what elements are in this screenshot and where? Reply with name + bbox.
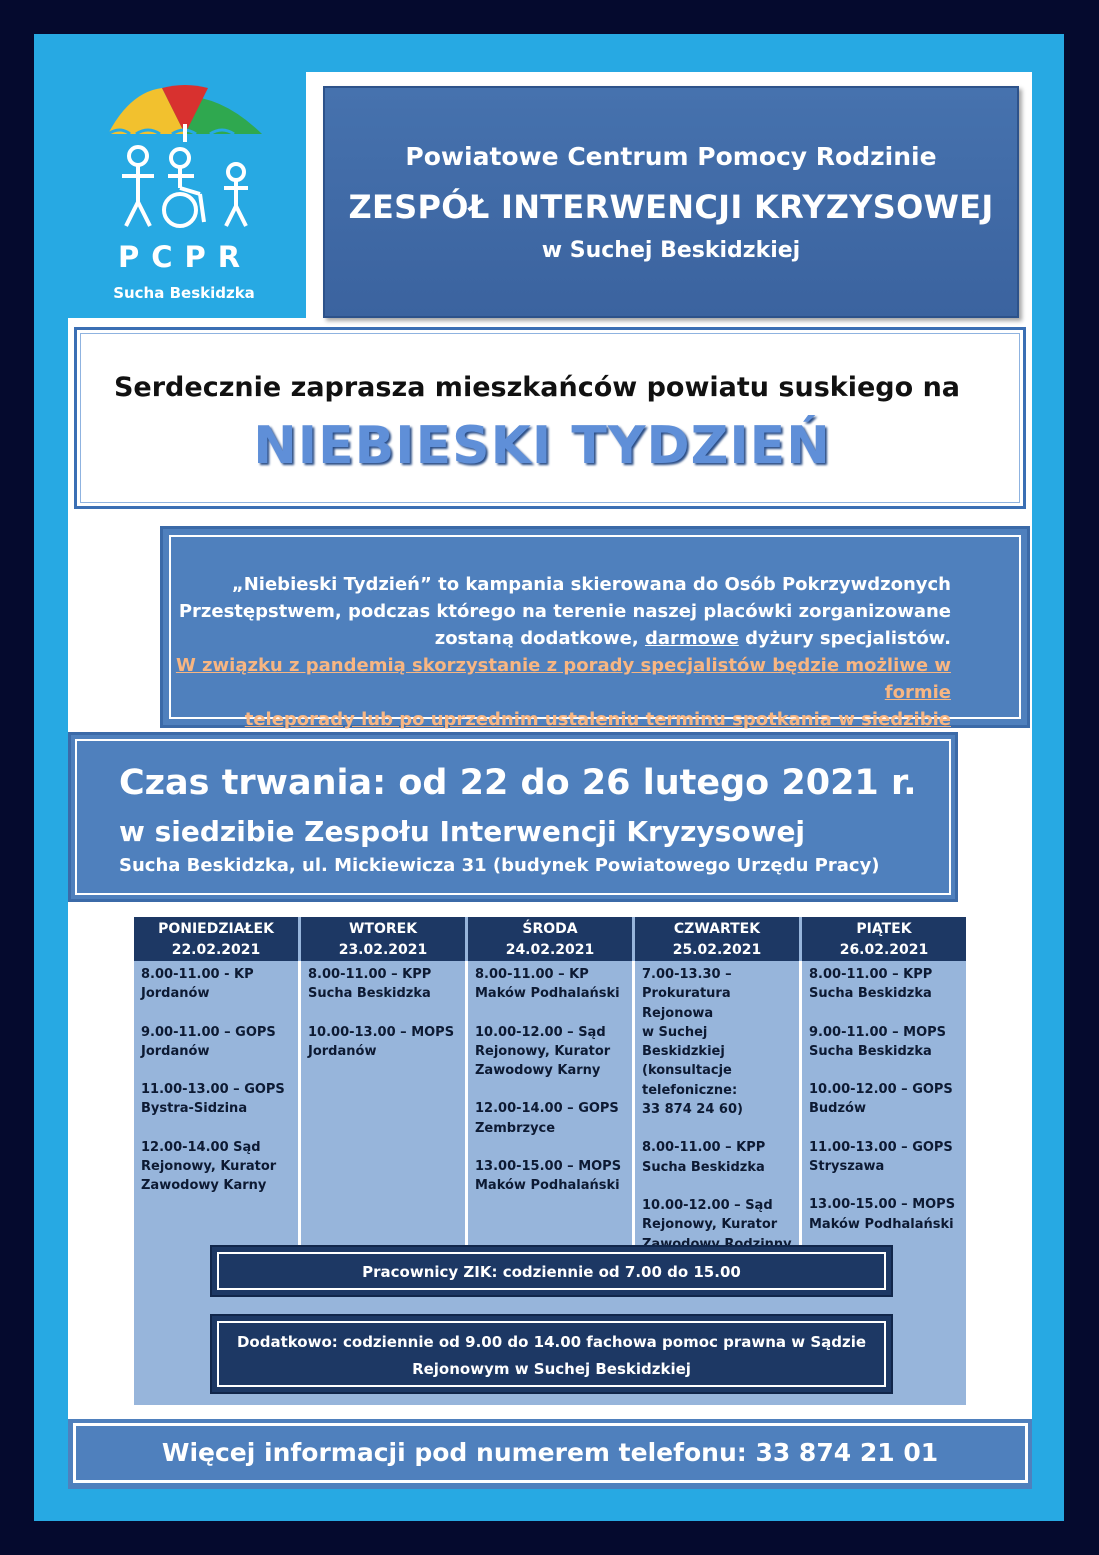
schedule-slot: 10.00-13.00 – MOPS Jordanów [308, 1024, 455, 1059]
day-name: CZWARTEK [673, 921, 761, 937]
schedule-slot: 7.00-13.30 – Prokuratura Rejonowa w Suchej Beskidzkiej (konsultacje telefoniczne: 33 874 24 60) [642, 967, 743, 1118]
staff-hours-bar [210, 1245, 893, 1297]
schedule-slot: 11.00-13.00 – GOPS Bystra-Sidzina [141, 1082, 285, 1117]
schedule-slot: 12.00-14.00 Sąd Rejonowy, Kurator Zawodowy Karny [141, 1139, 277, 1194]
organization-name: Powiatowe Centrum Pomocy Rodzinie [405, 142, 937, 171]
legal-help-bar [210, 1314, 893, 1394]
day-name: PIĄTEK [856, 921, 912, 937]
day-slots [301, 961, 465, 1061]
campaign-line-3 [161, 625, 951, 652]
schedule-slot: 8.00-11.00 – KPP Sucha Beskidzka [642, 1140, 766, 1175]
event-title: NIEBIESKI TYDZIEŃ [253, 416, 831, 476]
day-slots [468, 961, 632, 1196]
day-column-wednesday [468, 917, 632, 1247]
team-name: ZESPÓŁ INTERWENCJI KRYZYSOWEJ [348, 188, 994, 226]
schedule-slot: 10.00-12.00 – Sąd Rejonowy, Kurator [642, 1197, 778, 1233]
pandemic-notice-line-1: W związku z pandemią skorzystanie z porady specjalistów będzie możliwe w formie [175, 655, 951, 703]
day-name: ŚRODA [522, 921, 578, 937]
campaign-line-3-start: zostaną dodatkowe, [434, 628, 645, 649]
event-venue: w siedzibie Zespołu Interwencji Kryzysowej [119, 815, 806, 848]
schedule-slot: 11.00-13.00 – GOPS Stryszawa [809, 1139, 953, 1175]
day-slots [635, 961, 799, 1254]
invitation-text: Serdecznie zaprasza mieszkańców powiatu suskiego na [113, 372, 961, 403]
schedule-slot: 10.00-12.00 – GOPS Budzów [809, 1082, 953, 1117]
day-column-thursday [635, 917, 799, 1247]
event-address: Sucha Beskidzka, ul. Mickiewicza 31 (budynek Powiatowego Urzędu Pracy) [119, 855, 880, 876]
day-header [134, 917, 298, 961]
day-date: 25.02.2021 [672, 942, 762, 958]
schedule-slot: 9.00-11.00 – MOPS Sucha Beskidzka [809, 1024, 947, 1059]
schedule-slot: 10.00-12.00 – Sąd Rejonowy, Kurator Zawodowy Karny [475, 1024, 611, 1079]
contact-footer [68, 1419, 1032, 1489]
day-column-friday [802, 917, 966, 1247]
contact-phone-text: Więcej informacji pod numerem telefonu: 33 874 21 01 [161, 1438, 939, 1467]
legal-help-line-1: Dodatkowo: codziennie od 9.00 do 14.00 fachowa pomoc prawna w Sądzie [236, 1333, 867, 1351]
logo-subtitle: Sucha Beskidzka [113, 284, 255, 302]
legal-help-line-2: Rejonowym w Suchej Beskidzkiej [412, 1360, 691, 1378]
event-details-panel [68, 732, 958, 902]
event-duration: Czas trwania: od 22 do 26 lutego 2021 r. [119, 763, 917, 803]
day-header [635, 917, 799, 961]
schedule-slot: 8.00-11.00 – KPP Sucha Beskidzka [308, 967, 432, 1002]
organization-header [323, 86, 1019, 318]
day-header [802, 917, 966, 961]
day-slots [802, 961, 966, 1234]
day-header [468, 917, 632, 961]
day-column-monday [134, 917, 298, 1247]
umbrella-family-logo-icon [100, 84, 270, 244]
schedule-slot: 9.00-11.00 – GOPS Jordanów [141, 1024, 276, 1059]
campaign-line-2: Przestępstwem, podczas którego na terenie naszej placówki zorganizowane [178, 601, 951, 622]
campaign-line-3-end: dyżury specjalistów. [738, 628, 951, 649]
schedule-slot: 8.00-11.00 – KPP Sucha Beskidzka [809, 967, 933, 1002]
schedule-slot: 8.00-11.00 - KP Jordanów [141, 967, 254, 1002]
staff-hours-text: Pracownicy ZIK: codziennie od 7.00 do 15.00 [362, 1263, 741, 1281]
campaign-line-1: „Niebieski Tydzień” to kampania skierowana do Osób Pokrzywdzonych [231, 574, 951, 595]
pandemic-notice-line-2-text: teleporady lub po uprzednim ustaleniu terminu spotkania w siedzibie [244, 709, 951, 730]
schedule-slot: 13.00-15.00 – MOPS Maków Podhalański [475, 1159, 622, 1194]
day-date: 26.02.2021 [839, 942, 929, 958]
schedule-slot: 12.00-14.00 – GOPS Zembrzyce [475, 1101, 619, 1136]
logo-wordmark: PCPR [117, 240, 253, 274]
day-slots [134, 961, 298, 1196]
invitation-panel [74, 327, 1026, 509]
campaign-description-panel [160, 526, 1030, 728]
day-header [301, 917, 465, 961]
day-date: 22.02.2021 [171, 942, 261, 958]
day-date: 23.02.2021 [338, 942, 428, 958]
day-column-tuesday [301, 917, 465, 1247]
schedule-slot: 8.00-11.00 – KP Maków Podhalański [475, 967, 620, 1002]
day-date: 24.02.2021 [505, 942, 595, 958]
day-name: PONIEDZIAŁEK [158, 921, 274, 937]
free-emphasis: darmowe [644, 628, 739, 649]
schedule-slot: 13.00-15.00 – MOPS Maków Podhalański [809, 1197, 956, 1232]
team-location: w Suchej Beskidzkiej [541, 238, 801, 263]
day-name: WTOREK [348, 921, 418, 937]
